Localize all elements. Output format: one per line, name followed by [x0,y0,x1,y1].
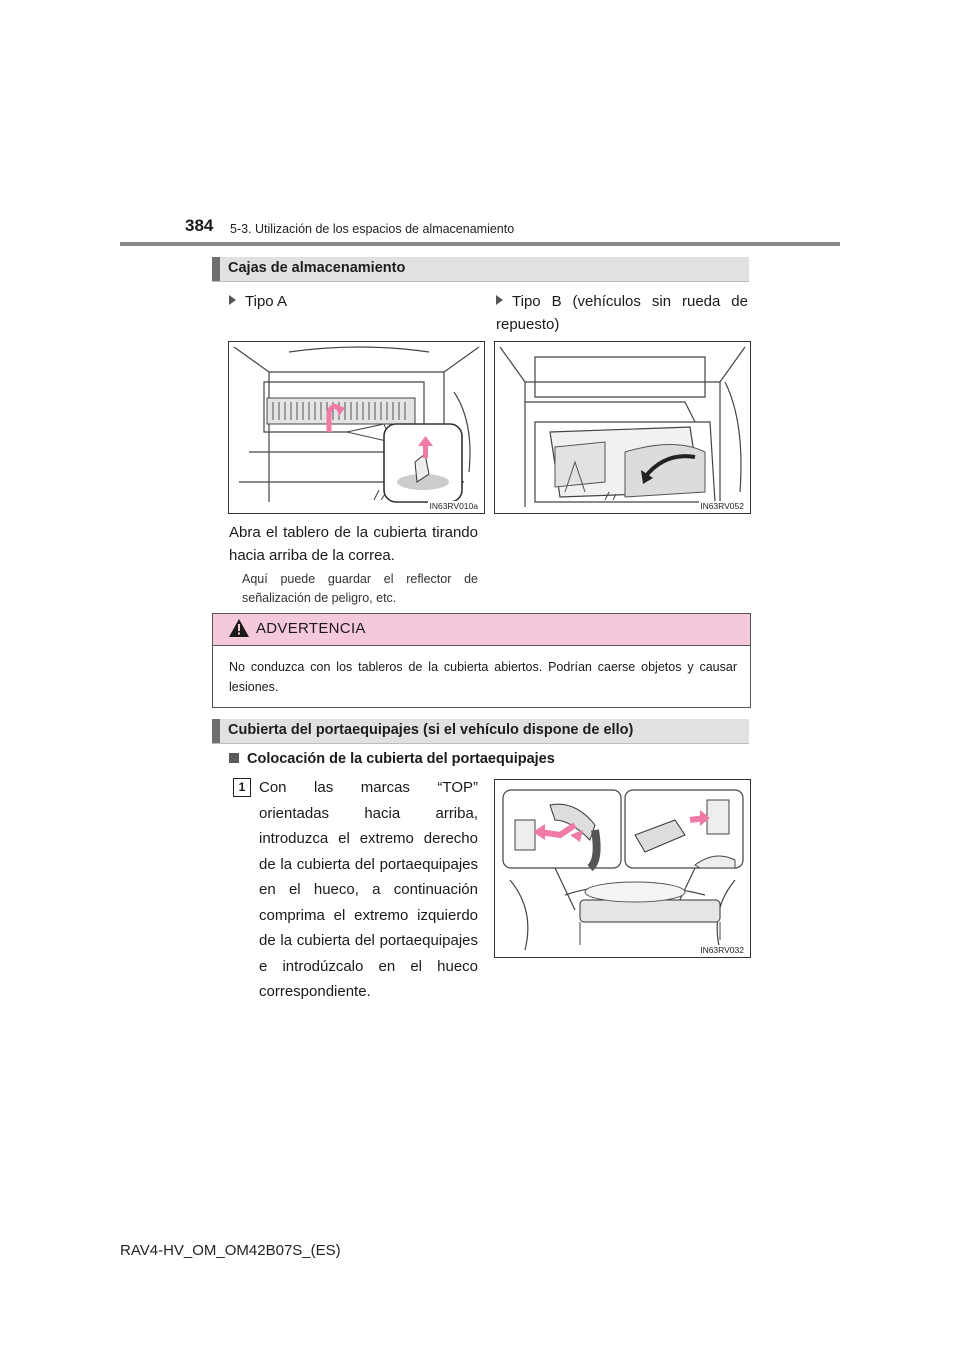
section-heading-luggage-cover [212,719,749,744]
note-text: Aquí puede guardar el reflector de señalización de peligro, etc. [242,572,478,605]
bullet-triangle-icon [496,295,503,305]
figure-code: IN63RV010a [429,501,478,511]
figure-type-b [494,341,751,514]
warning-triangle-icon [229,619,249,637]
page-number: 384 [185,216,214,235]
subheading: Colocación de la cubierta del portaequipajes [229,751,555,767]
instruction-text: Abra el tablero de la cubierta tirando hacia arriba de la correa. [229,524,478,564]
warning-box [212,613,751,708]
header-divider [120,242,840,246]
heading-marker [212,719,220,743]
step-number-badge: 1 [233,778,251,797]
type-b-label: Tipo B (vehículos sin rueda de repuesto) [496,293,748,333]
document-code: RAV4-HV_OM_OM42B07S_(ES) [120,1242,341,1259]
step-text: Con las marcas “TOP” orientadas hacia arriba, introduzca el extremo derecho de la cubierta del portaequipajes en el hueco, a continuación comprima el extremo izquierdo de la cubierta del portaequipajes e introdúzcalo en el hueco correspondiente. [259,779,478,1000]
section-heading-label: Cubierta del portaequipajes (si el vehículo dispone de ello) [228,722,634,738]
warning-title: ADVERTENCIA [256,620,366,637]
figure-type-a [228,341,485,514]
cargo-area-type-a-illustration [229,342,484,513]
luggage-cover-installation-illustration [495,780,750,957]
square-bullet-icon [229,753,239,763]
warning-text: No conduzca con los tableros de la cubierta abiertos. Podrían caerse objetos y causar lesiones. [229,660,737,694]
section-heading-storage-boxes [212,257,749,282]
bullet-triangle-icon [229,295,236,305]
heading-marker [212,257,220,281]
section-heading-label: Cajas de almacenamiento [228,260,406,276]
figure-code: IN63RV032 [700,945,744,955]
figure-code: IN63RV052 [700,501,744,511]
figure-luggage-cover [494,779,751,958]
type-a-label: Tipo A [229,290,479,313]
warning-header [213,614,750,646]
section-reference: 5-3. Utilización de los espacios de almacenamiento [230,222,515,236]
cargo-area-type-b-illustration [495,342,750,513]
